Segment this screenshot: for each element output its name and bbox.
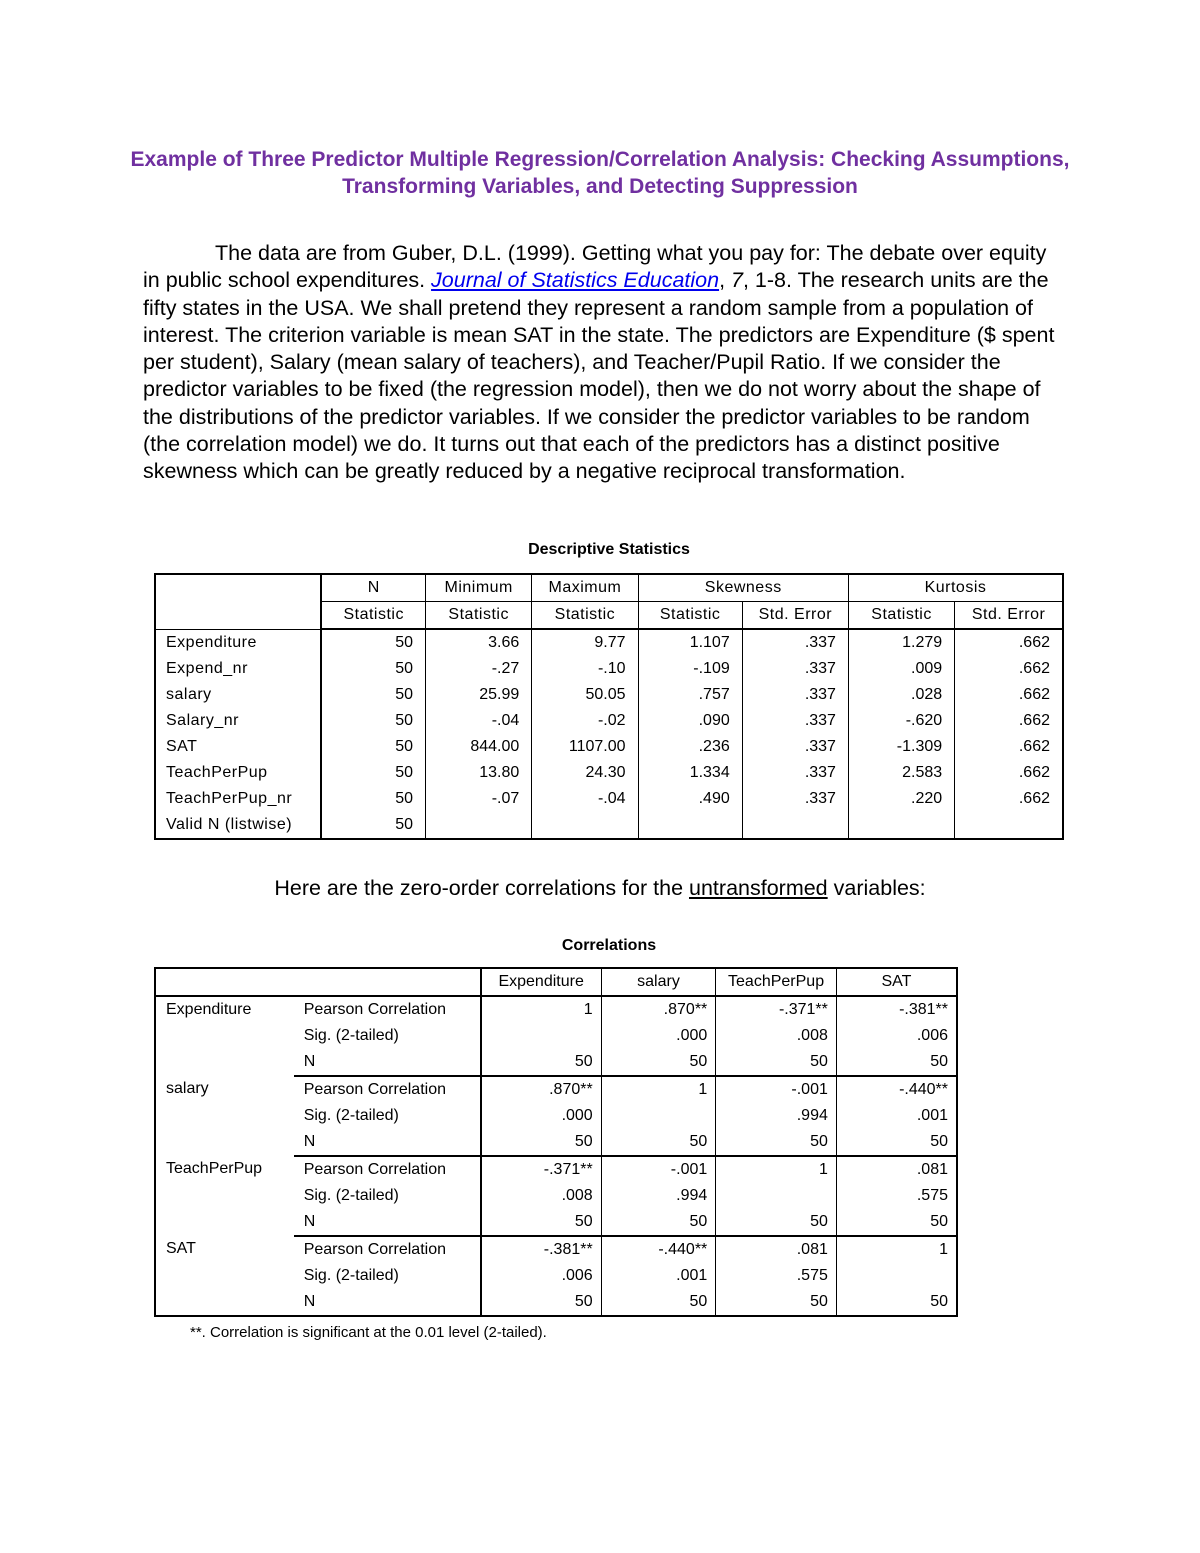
table-cell: .337 <box>742 760 848 786</box>
table-cell: .000 <box>481 1103 602 1129</box>
table-cell: 844.00 <box>426 734 532 760</box>
stat-label: N <box>294 1129 481 1156</box>
table-cell: .081 <box>716 1236 837 1263</box>
table-cell: 50 <box>716 1289 837 1316</box>
header-row <box>155 574 1063 602</box>
table-cell: .662 <box>955 629 1063 656</box>
note-underlined: untransformed <box>689 876 828 900</box>
header-expenditure: Expenditure <box>481 968 602 996</box>
intro-paragraph <box>143 240 1063 486</box>
table-cell: 2.583 <box>848 760 954 786</box>
stat-label: Sig. (2-tailed) <box>294 1183 481 1209</box>
table-row <box>155 1156 957 1183</box>
table-cell: .081 <box>836 1156 957 1183</box>
table-cell: -.07 <box>426 786 532 812</box>
correlations-table <box>154 967 958 1317</box>
subheader-cell: Statistic <box>848 602 954 630</box>
row-label: TeachPerPup <box>155 760 321 786</box>
table-cell: 1107.00 <box>532 734 638 760</box>
table-cell: .870** <box>481 1076 602 1103</box>
correlations-caption: Correlations <box>561 937 657 954</box>
table-cell: -.381** <box>481 1236 602 1263</box>
corner-cell <box>155 574 321 629</box>
table-cell: -1.309 <box>848 734 954 760</box>
table-cell: .870** <box>601 996 716 1023</box>
table-cell: -.440** <box>836 1076 957 1103</box>
table-cell: 1.107 <box>638 629 742 656</box>
stat-label: Pearson Correlation <box>294 1076 481 1103</box>
table-cell: 1 <box>836 1236 957 1263</box>
table-cell: 50 <box>716 1209 837 1236</box>
table-cell: 50 <box>321 786 425 812</box>
table-cell <box>532 812 638 839</box>
table-cell: 50 <box>321 708 425 734</box>
table-row <box>155 708 1063 734</box>
table-cell: -.27 <box>426 656 532 682</box>
table-cell: 50 <box>481 1129 602 1156</box>
table-cell: 25.99 <box>426 682 532 708</box>
table-cell: 3.66 <box>426 629 532 656</box>
table-cell: .662 <box>955 786 1063 812</box>
page-title: Example of Three Predictor Multiple Regression/Correlation Analysis: Checking Assumptions, Transforming Variables, and Detecting Suppression <box>130 148 1070 198</box>
table-cell: .662 <box>955 760 1063 786</box>
stat-label: Pearson Correlation <box>294 1236 481 1263</box>
table-cell: 1 <box>716 1156 837 1183</box>
subheader-cell: Std. Error <box>742 602 848 630</box>
table-cell: 50 <box>321 812 425 839</box>
header-sat: SAT <box>836 968 957 996</box>
table-cell: .236 <box>638 734 742 760</box>
corner-cell <box>155 968 481 996</box>
table-row <box>155 996 957 1023</box>
table-cell: 50 <box>836 1209 957 1236</box>
row-label: Expenditure <box>155 629 321 656</box>
table-cell: .757 <box>638 682 742 708</box>
subheader-cell: Std. Error <box>955 602 1063 630</box>
table-cell: 1 <box>481 996 602 1023</box>
table-cell: 50 <box>321 629 425 656</box>
table-cell: .337 <box>742 734 848 760</box>
table-cell: .337 <box>742 786 848 812</box>
table-cell: .662 <box>955 734 1063 760</box>
table-row <box>155 786 1063 812</box>
descriptive-statistics-table <box>154 573 1064 840</box>
table-cell: .490 <box>638 786 742 812</box>
header-kurtosis: Kurtosis <box>848 574 1063 602</box>
table-cell: 50 <box>481 1209 602 1236</box>
table-cell <box>836 1263 957 1289</box>
subheader-cell: Statistic <box>426 602 532 630</box>
table-cell: 50 <box>716 1129 837 1156</box>
row-label: SAT <box>155 734 321 760</box>
stat-label: N <box>294 1289 481 1316</box>
table-cell: 50 <box>321 760 425 786</box>
table-cell: 1 <box>601 1076 716 1103</box>
table-cell: 50 <box>601 1209 716 1236</box>
row-label: salary <box>155 682 321 708</box>
intro-sep: , <box>719 268 732 293</box>
table-cell: 13.80 <box>426 760 532 786</box>
table-cell: -.371** <box>481 1156 602 1183</box>
table-cell <box>742 812 848 839</box>
table-cell <box>426 812 532 839</box>
group-label: salary <box>166 1080 209 1097</box>
table-cell: -.381** <box>836 996 957 1023</box>
stat-label: Sig. (2-tailed) <box>294 1023 481 1049</box>
table-cell: .575 <box>836 1183 957 1209</box>
table-cell: .000 <box>601 1023 716 1049</box>
row-label: Expend_nr <box>155 656 321 682</box>
table-cell: 24.30 <box>532 760 638 786</box>
header-minimum: Minimum <box>426 574 532 602</box>
table-cell: .008 <box>481 1183 602 1209</box>
table-cell: 50 <box>601 1049 716 1076</box>
journal-link[interactable]: Journal of Statistics Education <box>431 268 720 293</box>
table-cell: .001 <box>601 1263 716 1289</box>
table-cell: 50.05 <box>532 682 638 708</box>
table-cell: .006 <box>836 1023 957 1049</box>
table-cell: .994 <box>716 1103 837 1129</box>
table-cell: .009 <box>848 656 954 682</box>
subheader-cell: Statistic <box>638 602 742 630</box>
table-cell: 50 <box>601 1129 716 1156</box>
table-cell: 50 <box>321 656 425 682</box>
table-cell <box>955 812 1063 839</box>
correlations-intro <box>120 876 1080 901</box>
table-cell: 50 <box>601 1289 716 1316</box>
table-cell: .001 <box>836 1103 957 1129</box>
table-cell <box>716 1183 837 1209</box>
table-cell: .008 <box>716 1023 837 1049</box>
row-label: TeachPerPup_nr <box>155 786 321 812</box>
subheader-cell: Statistic <box>532 602 638 630</box>
table-cell: 1.279 <box>848 629 954 656</box>
group-label: SAT <box>166 1240 196 1257</box>
table-row <box>155 1076 957 1103</box>
table-cell: 50 <box>481 1049 602 1076</box>
table-cell <box>481 1023 602 1049</box>
row-label: Salary_nr <box>155 708 321 734</box>
note-text-2: variables: <box>827 876 926 900</box>
table-row <box>155 734 1063 760</box>
table-cell: 50 <box>321 682 425 708</box>
table-cell: -.620 <box>848 708 954 734</box>
table-row <box>155 682 1063 708</box>
table-cell: 50 <box>836 1289 957 1316</box>
table-cell: 50 <box>836 1129 957 1156</box>
subheader-cell: Statistic <box>321 602 425 630</box>
table-cell: .662 <box>955 708 1063 734</box>
table-cell: -.440** <box>601 1236 716 1263</box>
table-cell: .220 <box>848 786 954 812</box>
table-cell: -.04 <box>532 786 638 812</box>
stat-label: Sig. (2-tailed) <box>294 1103 481 1129</box>
stat-label: Sig. (2-tailed) <box>294 1263 481 1289</box>
table-row <box>155 760 1063 786</box>
table-cell: -.109 <box>638 656 742 682</box>
table-cell: 1.334 <box>638 760 742 786</box>
table-cell: .575 <box>716 1263 837 1289</box>
group-label: Expenditure <box>166 1001 252 1018</box>
row-label: Valid N (listwise) <box>155 812 321 839</box>
journal-volume: 7 <box>731 268 743 293</box>
table-cell: .090 <box>638 708 742 734</box>
table-row <box>155 629 1063 656</box>
table-cell: .337 <box>742 708 848 734</box>
table-cell: -.001 <box>716 1076 837 1103</box>
table-cell <box>638 812 742 839</box>
stat-label: Pearson Correlation <box>294 996 481 1023</box>
table-cell: 50 <box>481 1289 602 1316</box>
table-cell: .994 <box>601 1183 716 1209</box>
table-cell: .337 <box>742 682 848 708</box>
header-maximum: Maximum <box>532 574 638 602</box>
stat-label: N <box>294 1049 481 1076</box>
table-cell <box>848 812 954 839</box>
footnote: **. Correlation is significant at the 0.01 level (2-tailed). <box>190 1324 547 1341</box>
header-skewness: Skewness <box>638 574 848 602</box>
group-label: TeachPerPup <box>166 1160 263 1177</box>
note-text-1: Here are the zero-order correlations for the <box>274 876 690 900</box>
table-cell: -.371** <box>716 996 837 1023</box>
table-cell: 50 <box>321 734 425 760</box>
table-cell: 50 <box>716 1049 837 1076</box>
header-salary: salary <box>601 968 716 996</box>
intro-text-2: , 1-8. The research units are the fifty states in the USA. We shall pretend they represent a random sample from a population of interest. The criterion variable is mean SAT in the state. The predictors are Expenditure ($ spent per student), Salary (mean salary of teachers), and Teacher/Pupil Ratio. If we consider the predictor variables to be fixed (the regression model), then we do not worry about the shape of the distributions of the predictor variables. If we consider the predictor variables to be random (the correlation model) we do. It turns out that each of the predictors has a distinct positive skewness which can be greatly reduced by a negative reciprocal transformation. <box>143 268 1055 484</box>
header-teachperpup: TeachPerPup <box>716 968 837 996</box>
table-cell: .006 <box>481 1263 602 1289</box>
table-cell: -.04 <box>426 708 532 734</box>
table-cell: 9.77 <box>532 629 638 656</box>
table-cell: .662 <box>955 682 1063 708</box>
table-cell: -.02 <box>532 708 638 734</box>
table-row <box>155 1236 957 1263</box>
table-cell: -.10 <box>532 656 638 682</box>
table-cell: .028 <box>848 682 954 708</box>
table-cell: .337 <box>742 629 848 656</box>
table-cell <box>601 1103 716 1129</box>
stat-label: Pearson Correlation <box>294 1156 481 1183</box>
table-cell: .337 <box>742 656 848 682</box>
descriptive-statistics-caption: Descriptive Statistics <box>528 541 690 558</box>
table-row <box>155 656 1063 682</box>
header-n: N <box>321 574 425 602</box>
table-row <box>155 812 1063 839</box>
header-row <box>155 968 957 996</box>
intro-text-1: The data are from Guber, D.L. (1999). Getting what you pay for: The debate over equity in public school expenditures. <box>143 241 1047 293</box>
table-cell: -.001 <box>601 1156 716 1183</box>
stat-label: N <box>294 1209 481 1236</box>
table-cell: .662 <box>955 656 1063 682</box>
table-cell: 50 <box>836 1049 957 1076</box>
